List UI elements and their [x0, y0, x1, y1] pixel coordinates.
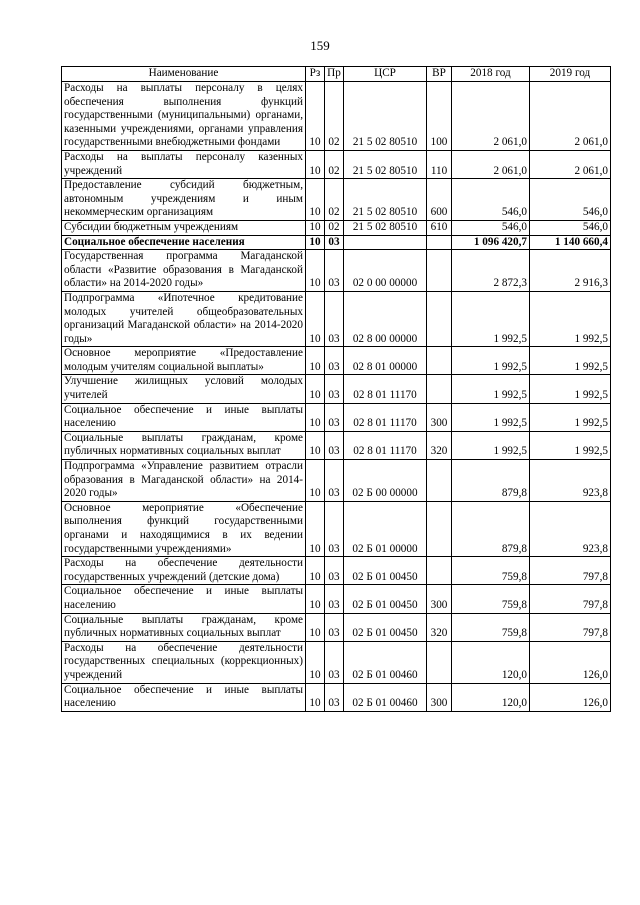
- cell-csr: 21 5 02 80510: [344, 82, 427, 151]
- cell-csr: 02 Б 01 00450: [344, 613, 427, 641]
- cell-2018: 120,0: [452, 683, 530, 711]
- header-pr: Пр: [325, 67, 344, 82]
- table-row: [62, 613, 611, 641]
- cell-csr: 02 8 01 11170: [344, 431, 427, 459]
- cell-rz: 10: [306, 403, 325, 431]
- cell-vr: [427, 460, 452, 502]
- table-row: [62, 460, 611, 502]
- cell-name: Расходы на обеспечение деятельности государственных учреждений (детские дома): [62, 557, 306, 585]
- cell-vr: 600: [427, 179, 452, 221]
- cell-rz: 10: [306, 683, 325, 711]
- table-row: [62, 375, 611, 403]
- cell-name: Субсидии бюджетным учреждениям: [62, 220, 306, 235]
- cell-2018: 759,8: [452, 613, 530, 641]
- cell-vr: 110: [427, 150, 452, 178]
- cell-rz: 10: [306, 179, 325, 221]
- cell-2018: 759,8: [452, 585, 530, 613]
- cell-vr: [427, 375, 452, 403]
- cell-2018: 2 061,0: [452, 82, 530, 151]
- cell-vr: 300: [427, 403, 452, 431]
- cell-name: Государственная программа Магаданской области «Развитие образования в Магаданской области» на 2014-2020 годы»: [62, 250, 306, 292]
- cell-2019: 923,8: [530, 460, 611, 502]
- cell-vr: [427, 235, 452, 250]
- cell-vr: 610: [427, 220, 452, 235]
- cell-name: Расходы на выплаты персоналу казенных учреждений: [62, 150, 306, 178]
- table-row: [62, 250, 611, 292]
- cell-rz: 10: [306, 585, 325, 613]
- cell-name: Расходы на выплаты персоналу в целях обеспечения выполнения функций государственными (муниципальными) органами, казенными учреждениями, органами управления государственными внебюджетными фондами: [62, 82, 306, 151]
- cell-2019: 797,8: [530, 585, 611, 613]
- table-row: [62, 347, 611, 375]
- table-row: [62, 179, 611, 221]
- cell-pr: 03: [325, 613, 344, 641]
- table-row: [62, 557, 611, 585]
- cell-csr: 02 8 01 11170: [344, 375, 427, 403]
- cell-rz: 10: [306, 150, 325, 178]
- cell-2019: 797,8: [530, 613, 611, 641]
- cell-pr: 03: [325, 460, 344, 502]
- cell-name: Подпрограмма «Управление развитием отрасли образования в Магаданской области» на 2014-2020 годы»: [62, 460, 306, 502]
- header-rz: Рз: [306, 67, 325, 82]
- cell-rz: 10: [306, 501, 325, 556]
- cell-name: Улучшение жилищных условий молодых учителей: [62, 375, 306, 403]
- cell-pr: 03: [325, 683, 344, 711]
- cell-rz: 10: [306, 460, 325, 502]
- cell-2019: 1 992,5: [530, 347, 611, 375]
- cell-2019: 1 992,5: [530, 431, 611, 459]
- cell-2019: 1 992,5: [530, 403, 611, 431]
- cell-csr: 02 0 00 00000: [344, 250, 427, 292]
- cell-rz: 10: [306, 220, 325, 235]
- cell-rz: 10: [306, 347, 325, 375]
- cell-csr: 02 Б 01 00460: [344, 683, 427, 711]
- cell-2018: 1 992,5: [452, 375, 530, 403]
- cell-rz: 10: [306, 557, 325, 585]
- cell-csr: 02 8 01 00000: [344, 347, 427, 375]
- header-row: [62, 67, 611, 82]
- cell-2019: 1 992,5: [530, 291, 611, 346]
- cell-csr: 21 5 02 80510: [344, 179, 427, 221]
- table-row: [62, 501, 611, 556]
- cell-pr: 02: [325, 82, 344, 151]
- table-row: [62, 220, 611, 235]
- cell-rz: 10: [306, 250, 325, 292]
- cell-name: Социальные выплаты гражданам, кроме публичных нормативных социальных выплат: [62, 431, 306, 459]
- cell-2018: 1 992,5: [452, 291, 530, 346]
- header-csr: ЦСР: [344, 67, 427, 82]
- cell-name: Основное мероприятие «Обеспечение выполнения функций государственными органами и находящимися в их ведении государственными учреждениями»: [62, 501, 306, 556]
- cell-2019: 2 061,0: [530, 150, 611, 178]
- cell-pr: 02: [325, 220, 344, 235]
- table-row: [62, 150, 611, 178]
- cell-pr: 03: [325, 641, 344, 683]
- cell-2018: 759,8: [452, 557, 530, 585]
- cell-pr: 03: [325, 291, 344, 346]
- cell-csr: 21 5 02 80510: [344, 220, 427, 235]
- table-row: [62, 683, 611, 711]
- cell-2018: 879,8: [452, 460, 530, 502]
- cell-vr: [427, 641, 452, 683]
- header-2018: 2018 год: [452, 67, 530, 82]
- cell-csr: 21 5 02 80510: [344, 150, 427, 178]
- cell-2018: 120,0: [452, 641, 530, 683]
- cell-pr: 02: [325, 179, 344, 221]
- table-row: [62, 431, 611, 459]
- cell-name: Расходы на обеспечение деятельности государственных специальных (коррекционных) учреждений: [62, 641, 306, 683]
- cell-pr: 03: [325, 347, 344, 375]
- cell-name: Подпрограмма «Ипотечное кредитование молодых учителей общеобразовательных организаций Магаданской области» на 2014-2020 годы»: [62, 291, 306, 346]
- cell-pr: 03: [325, 431, 344, 459]
- cell-vr: 100: [427, 82, 452, 151]
- cell-csr: 02 Б 01 00460: [344, 641, 427, 683]
- table-row: [62, 82, 611, 151]
- table-row: [62, 403, 611, 431]
- cell-2018: 2 872,3: [452, 250, 530, 292]
- cell-pr: 03: [325, 585, 344, 613]
- table-row: [62, 235, 611, 250]
- table-row: [62, 585, 611, 613]
- cell-name: Предоставление субсидий бюджетным, автономным учреждениям и иным некоммерческим организациям: [62, 179, 306, 221]
- cell-2018: 546,0: [452, 179, 530, 221]
- cell-2019: 546,0: [530, 179, 611, 221]
- cell-2019: 1 992,5: [530, 375, 611, 403]
- cell-2018: 1 992,5: [452, 431, 530, 459]
- table-row: [62, 291, 611, 346]
- header-vr: ВР: [427, 67, 452, 82]
- cell-name: Социальные выплаты гражданам, кроме публичных нормативных социальных выплат: [62, 613, 306, 641]
- cell-name: Социальное обеспечение населения: [62, 235, 306, 250]
- cell-csr: 02 Б 01 00450: [344, 557, 427, 585]
- cell-2018: 2 061,0: [452, 150, 530, 178]
- cell-pr: 03: [325, 557, 344, 585]
- cell-csr: 02 Б 01 00450: [344, 585, 427, 613]
- table-row: [62, 641, 611, 683]
- cell-2019: 2 061,0: [530, 82, 611, 151]
- cell-name: Основное мероприятие «Предоставление молодым учителям социальной выплаты»: [62, 347, 306, 375]
- cell-vr: [427, 291, 452, 346]
- cell-2019: 546,0: [530, 220, 611, 235]
- cell-2019: 126,0: [530, 683, 611, 711]
- cell-2019: 923,8: [530, 501, 611, 556]
- cell-2018: 1 096 420,7: [452, 235, 530, 250]
- cell-rz: 10: [306, 291, 325, 346]
- cell-csr: 02 8 01 11170: [344, 403, 427, 431]
- cell-rz: 10: [306, 375, 325, 403]
- cell-2019: 1 140 660,4: [530, 235, 611, 250]
- cell-pr: 03: [325, 375, 344, 403]
- cell-name: Социальное обеспечение и иные выплаты населению: [62, 403, 306, 431]
- cell-2018: 1 992,5: [452, 347, 530, 375]
- cell-rz: 10: [306, 431, 325, 459]
- cell-pr: 03: [325, 235, 344, 250]
- cell-rz: 10: [306, 82, 325, 151]
- cell-vr: 320: [427, 431, 452, 459]
- cell-vr: [427, 347, 452, 375]
- cell-csr: 02 8 00 00000: [344, 291, 427, 346]
- cell-2019: 126,0: [530, 641, 611, 683]
- cell-pr: 03: [325, 403, 344, 431]
- cell-2018: 879,8: [452, 501, 530, 556]
- cell-vr: [427, 557, 452, 585]
- cell-rz: 10: [306, 235, 325, 250]
- cell-rz: 10: [306, 641, 325, 683]
- cell-vr: [427, 501, 452, 556]
- budget-table: [61, 66, 611, 712]
- cell-2019: 2 916,3: [530, 250, 611, 292]
- cell-csr: 02 Б 00 00000: [344, 460, 427, 502]
- cell-2018: 546,0: [452, 220, 530, 235]
- cell-2018: 1 992,5: [452, 403, 530, 431]
- cell-pr: 02: [325, 150, 344, 178]
- cell-pr: 03: [325, 501, 344, 556]
- cell-csr: 02 Б 01 00000: [344, 501, 427, 556]
- cell-vr: 300: [427, 585, 452, 613]
- header-2019: 2019 год: [530, 67, 611, 82]
- cell-rz: 10: [306, 613, 325, 641]
- cell-pr: 03: [325, 250, 344, 292]
- cell-vr: 300: [427, 683, 452, 711]
- header-name: Наименование: [62, 67, 306, 82]
- cell-name: Социальное обеспечение и иные выплаты населению: [62, 585, 306, 613]
- cell-vr: [427, 250, 452, 292]
- page-number: 159: [310, 38, 330, 53]
- cell-csr: [344, 235, 427, 250]
- cell-name: Социальное обеспечение и иные выплаты населению: [62, 683, 306, 711]
- cell-vr: 320: [427, 613, 452, 641]
- cell-2019: 797,8: [530, 557, 611, 585]
